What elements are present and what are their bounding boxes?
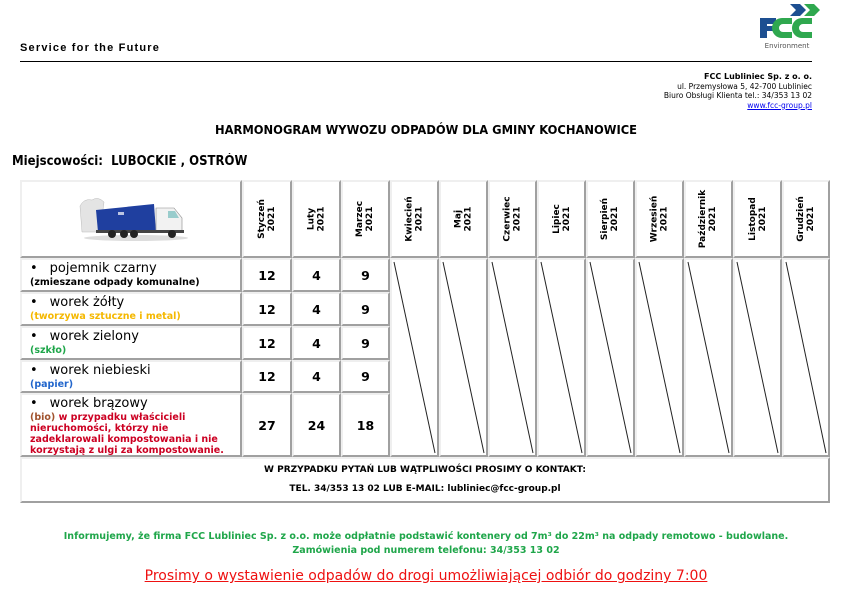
month-name: Wrzesień	[649, 195, 660, 243]
fcc-logo-icon	[752, 2, 822, 52]
month-year: 2021	[708, 206, 719, 232]
pickup-day: 12	[242, 360, 292, 393]
empty-month-cell-12	[782, 258, 830, 457]
month-label	[650, 196, 670, 243]
empty-month-cell-11	[733, 258, 782, 457]
month-label	[699, 190, 719, 248]
month-header-4	[390, 180, 439, 258]
container-info-line1: Informujemy, że firma FCC Lubliniec Sp. z o.o. może odpłatnie podstawić kontenery od 7m³ do 22m³ na odpady remotowo - budowlane.	[63, 531, 789, 542]
pickup-time-warning: Prosimy o wystawienie odpadów do drogi umożliwiającej odbiór do godziny 7:00	[144, 568, 708, 584]
empty-month-cell-8	[586, 258, 635, 457]
month-label	[748, 197, 768, 241]
truck-image-cell	[20, 180, 242, 258]
month-name: Maj	[453, 209, 464, 229]
contact-row	[20, 457, 830, 503]
month-name: Czerwiec	[502, 196, 513, 242]
month-label	[454, 206, 474, 231]
pickup-day: 4	[292, 326, 341, 360]
month-name: Kwiecień	[404, 196, 415, 242]
bullet: •	[30, 261, 38, 276]
pickup-day: 9	[341, 326, 390, 360]
pickup-day: 27	[242, 393, 292, 457]
month-header-6	[488, 180, 537, 258]
company-address: ul. Przemysłowa 5, 42-700 Lubliniec	[677, 81, 812, 91]
month-year: 2021	[463, 206, 474, 232]
month-header-7	[537, 180, 586, 258]
bullet: •	[30, 329, 38, 344]
strike-diagonal	[686, 260, 731, 455]
month-label	[601, 198, 621, 240]
month-header-2	[292, 180, 341, 258]
waste-title: worek zielony	[49, 329, 139, 344]
pickup-day: 12	[242, 292, 292, 326]
page-title: HARMONOGRAM WYWOZU ODPADÓW DLA GMINY KOCHANOWICE	[214, 122, 638, 137]
month-year: 2021	[561, 206, 572, 232]
company-name: FCC Lubliniec Sp. z o. o.	[704, 72, 812, 81]
pickup-day: 18	[341, 393, 390, 457]
strike-diagonal	[637, 260, 682, 455]
waste-category-3	[20, 326, 242, 360]
pickup-day: 9	[341, 258, 390, 292]
month-year: 2021	[610, 206, 621, 232]
month-year: 2021	[806, 206, 817, 232]
month-header-5	[439, 180, 488, 258]
month-label	[257, 199, 277, 239]
pickup-day: 24	[292, 393, 341, 457]
company-info	[664, 72, 812, 110]
month-label	[551, 204, 571, 234]
month-label	[796, 196, 816, 242]
month-name: Marzec	[355, 200, 366, 238]
header-divider	[20, 61, 812, 62]
month-year: 2021	[512, 206, 523, 232]
month-year: 2021	[316, 206, 327, 232]
empty-month-cell-7	[537, 258, 586, 457]
waste-title: worek żółty	[49, 295, 125, 310]
empty-month-cell-9	[635, 258, 684, 457]
fcc-logo	[752, 2, 822, 52]
bullet: •	[30, 363, 38, 378]
month-label	[356, 201, 376, 237]
container-info	[0, 530, 852, 558]
month-header-1	[242, 180, 292, 258]
month-year: 2021	[365, 206, 376, 232]
pickup-day: 4	[292, 360, 341, 393]
month-name: Październik	[698, 189, 709, 249]
strike-diagonal	[588, 260, 633, 455]
waste-subtitle: w przypadku właścicieli nieruchomości, którzy nie zadeklarowali kompostowania i nie korzystają z ulgi za kompostowanie.	[30, 412, 224, 456]
waste-subtitle-prefix: (bio)	[30, 412, 56, 423]
schedule-table	[20, 180, 830, 503]
month-label	[405, 196, 425, 241]
strike-diagonal	[784, 260, 828, 455]
month-name: Luty	[306, 207, 317, 231]
month-header-3	[341, 180, 390, 258]
pickup-day: 4	[292, 258, 341, 292]
company-website-link[interactable]: www.fcc-group.pl	[747, 100, 812, 110]
company-phone: Biuro Obsługi Klienta tel.: 34/353 13 02	[663, 91, 812, 100]
garbage-truck-icon	[78, 196, 188, 242]
month-header-9	[635, 180, 684, 258]
strike-diagonal	[490, 260, 535, 455]
strike-diagonal	[392, 260, 437, 455]
waste-subtitle: (szkło)	[30, 345, 67, 356]
strike-diagonal	[735, 260, 780, 455]
strike-diagonal	[441, 260, 486, 455]
pickup-day: 12	[242, 326, 292, 360]
month-name: Grudzień	[796, 196, 807, 242]
waste-subtitle: (tworzywa sztuczne i metal)	[30, 311, 181, 322]
places-label: Miejscowości:	[12, 154, 103, 169]
waste-category-1	[20, 258, 242, 292]
month-year: 2021	[267, 206, 277, 232]
empty-month-cell-5	[439, 258, 488, 457]
waste-category-4	[20, 360, 242, 393]
waste-subtitle: (papier)	[30, 379, 74, 390]
month-year: 2021	[659, 206, 670, 232]
empty-month-cell-10	[684, 258, 733, 457]
waste-title: pojemnik czarny	[49, 261, 157, 276]
month-name: Listopad	[747, 197, 758, 241]
logo-subtext: Environment	[764, 42, 810, 50]
waste-category-5	[20, 393, 242, 457]
contact-line2: TEL. 34/353 13 02 LUB E-MAIL: lubliniec@fcc-group.pl	[289, 484, 561, 494]
month-label	[307, 206, 327, 231]
waste-subtitle: (zmieszane odpady komunalne)	[30, 277, 200, 288]
month-name: Lipiec	[551, 204, 562, 234]
bullet: •	[30, 396, 38, 411]
pickup-day: 9	[341, 292, 390, 326]
empty-month-cell-4	[390, 258, 439, 457]
month-header-8	[586, 180, 635, 258]
month-year: 2021	[757, 206, 768, 232]
month-name: Sierpień	[600, 197, 611, 241]
month-header-10	[684, 180, 733, 258]
month-year: 2021	[414, 206, 425, 232]
month-label	[503, 196, 523, 241]
month-header-12	[782, 180, 830, 258]
places-value: LUBOCKIE , OSTRÓW	[111, 154, 248, 169]
contact-line1: W PRZYPADKU PYTAŃ LUB WĄTPLIWOŚCI PROSIMY O KONTAKT:	[264, 465, 586, 475]
container-info-line2: Zamówienia pod numerem telefonu: 34/353 13 02	[292, 545, 560, 556]
pickup-day: 12	[242, 258, 292, 292]
pickup-day: 9	[341, 360, 390, 393]
tagline: Service for the Future	[20, 42, 161, 54]
bullet: •	[30, 295, 38, 310]
strike-diagonal	[539, 260, 584, 455]
places-heading	[12, 154, 247, 169]
month-header-11	[733, 180, 782, 258]
waste-title: worek niebieski	[49, 363, 151, 378]
waste-category-2	[20, 292, 242, 326]
pickup-day: 4	[292, 292, 341, 326]
empty-month-cell-6	[488, 258, 537, 457]
month-name: Styczeń	[257, 199, 267, 239]
waste-title: worek brązowy	[49, 396, 148, 411]
